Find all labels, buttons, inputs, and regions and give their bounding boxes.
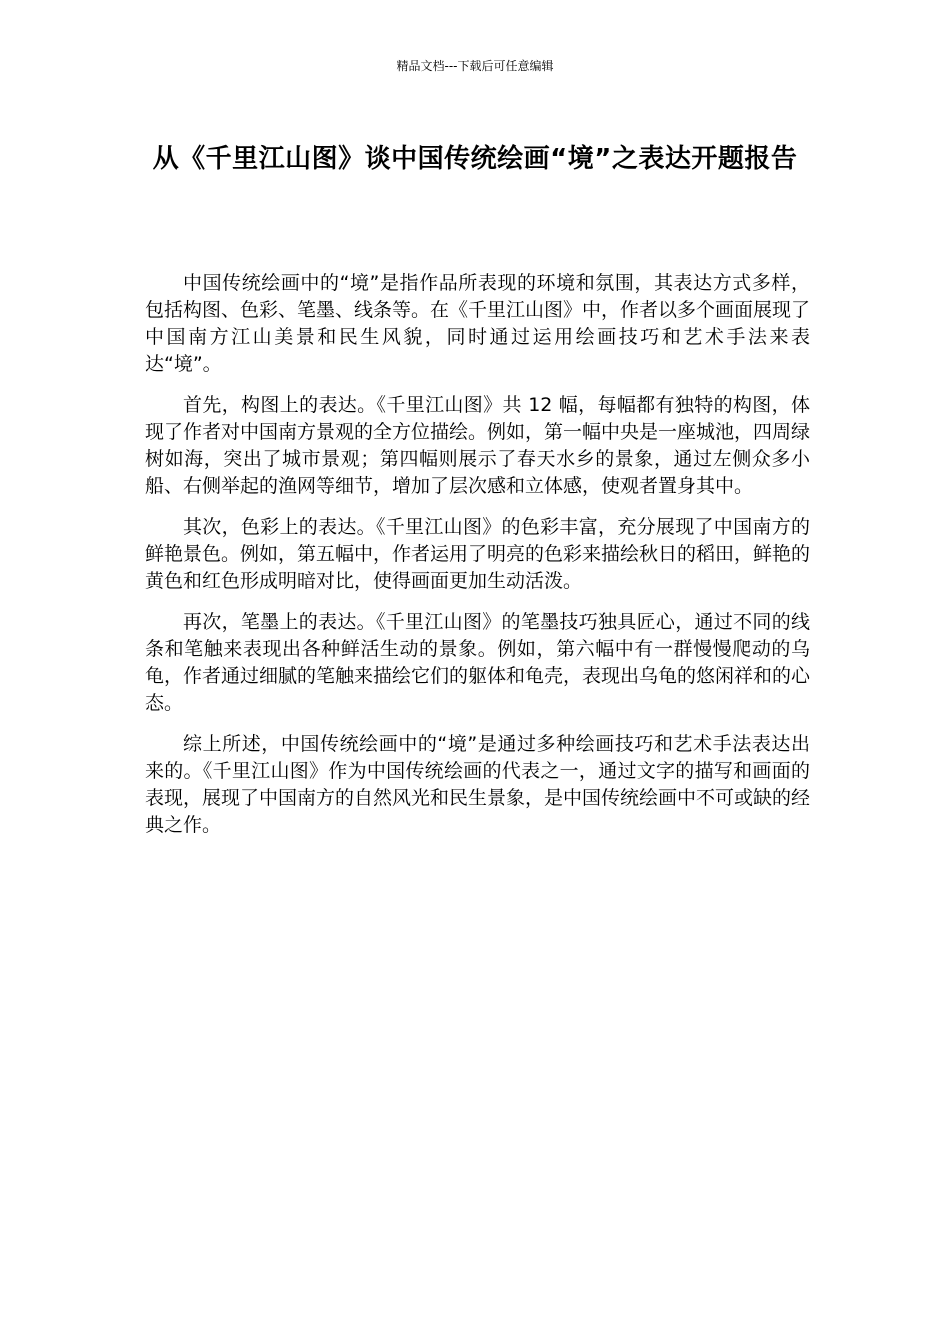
paragraph-intro: 中国传统绘画中的“境”是指作品所表现的环境和氛围，其表达方式多样，包括构图、色彩、笔墨、线条等。在《千里江山图》中，作者以多个画面展现了中国南方江山美景和民生风貌，同时通过运用绘画技巧和艺术手法来表达“境”。 bbox=[145, 272, 811, 375]
document-body bbox=[145, 270, 810, 853]
paragraph-conclusion: 综上所述，中国传统绘画中的“境”是通过多种绘画技巧和艺术手法表达出来的。《千里江山图》作为中国传统绘画的代表之一，通过文字的描写和画面的表现，展现了中国南方的自然风光和民生景象，是中国传统绘画中不可或缺的经典之作。 bbox=[145, 733, 811, 836]
document-title: 从《千里江山图》谈中国传统绘画“境”之表达开题报告 bbox=[152, 144, 798, 174]
page-header: 精品文档---下载后可任意编辑 bbox=[396, 59, 554, 73]
paragraph-brushwork: 再次，笔墨上的表达。《千里江山图》的笔墨技巧独具匠心，通过不同的线条和笔触来表现出各种鲜活生动的景象。例如，第六幅中有一群慢慢爬动的乌龟，作者通过细腻的笔触来描绘它们的躯体和龟壳，表现出乌龟的悠闲祥和的心态。 bbox=[145, 611, 811, 714]
paragraph-composition: 首先，构图上的表达。《千里江山图》共 12 幅，每幅都有独特的构图，体现了作者对中国南方景观的全方位描绘。例如，第一幅中央是一座城池，四周绿树如海，突出了城市景观；第四幅则展示了春天水乡的景象，通过左侧众多小船、右侧举起的渔网等细节，增加了层次感和立体感，使观者置身其中。 bbox=[145, 394, 811, 497]
paragraph-color: 其次，色彩上的表达。《千里江山图》的色彩丰富，充分展现了中国南方的鲜艳景色。例如，第五幅中，作者运用了明亮的色彩来描绘秋日的稻田，鲜艳的黄色和红色形成明暗对比，使得画面更加生动活泼。 bbox=[145, 516, 811, 592]
